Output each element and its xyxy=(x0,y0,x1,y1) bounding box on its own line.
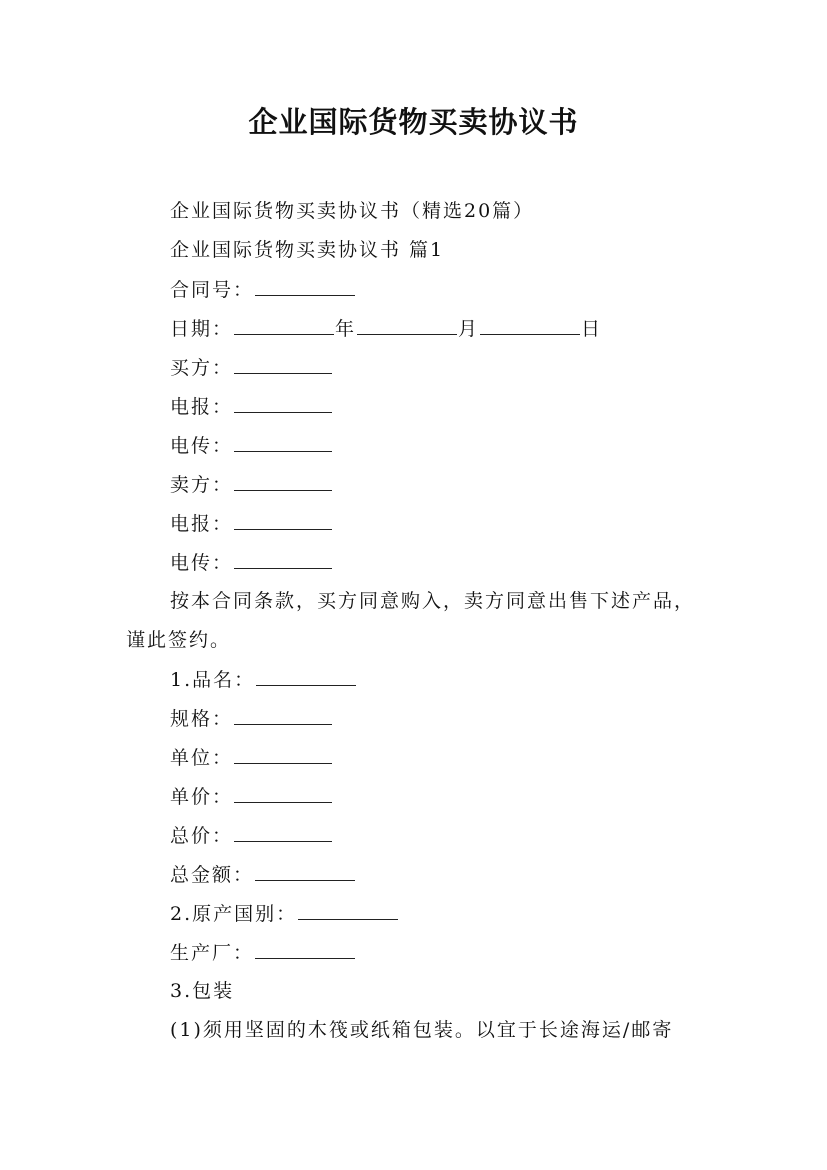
unit-price-line xyxy=(170,782,333,811)
manufacturer-blank xyxy=(255,938,355,959)
date-day-label: 日 xyxy=(581,318,603,340)
agreement-text-line1: 按本合同条款，买方同意购入，卖方同意出售下述产品， xyxy=(170,590,696,612)
date-year-label: 年 xyxy=(335,318,357,340)
product-name-line xyxy=(170,665,357,694)
unit-line xyxy=(170,743,333,772)
seller-line xyxy=(170,470,333,499)
contract-no-label: 合同号： xyxy=(170,279,255,301)
product-name-label: 1.品名： xyxy=(170,669,256,691)
date-month-label: 月 xyxy=(458,318,480,340)
section-heading: 企业国际货物买卖协议书 篇1 xyxy=(170,239,445,261)
buyer-telegram-blank xyxy=(234,392,332,413)
date-line xyxy=(170,314,602,343)
unit-price-label: 单价： xyxy=(170,786,234,808)
buyer-fax-blank xyxy=(234,431,332,452)
seller-label: 卖方： xyxy=(170,474,234,496)
contract-no-blank xyxy=(255,275,355,296)
document-subtitle: 企业国际货物买卖协议书（精选20篇） xyxy=(170,200,535,222)
seller-fax-label: 电传： xyxy=(170,552,234,574)
buyer-label: 买方： xyxy=(170,357,234,379)
agreement-text-line2: 谨此签约。 xyxy=(126,629,232,651)
specification-line xyxy=(170,704,333,733)
product-name-blank xyxy=(256,665,356,686)
total-price-blank xyxy=(234,821,332,842)
buyer-fax-label: 电传： xyxy=(170,435,234,457)
packaging-heading: 3.包装 xyxy=(170,980,235,1002)
seller-telegram-label: 电报： xyxy=(170,513,234,535)
seller-fax-line xyxy=(170,548,333,577)
seller-telegram-line xyxy=(170,509,333,538)
total-price-label: 总价： xyxy=(170,825,234,847)
total-amount-blank xyxy=(255,860,355,881)
packaging-clause: (1)须用坚固的木筏或纸箱包装。以宜于长途海运/邮寄 xyxy=(170,1019,674,1041)
seller-fax-blank xyxy=(234,548,332,569)
seller-blank xyxy=(234,470,332,491)
date-day-blank xyxy=(480,314,580,335)
seller-telegram-blank xyxy=(234,509,332,530)
buyer-telegram-line xyxy=(170,392,333,421)
contract-no-line xyxy=(170,275,356,304)
total-amount-line xyxy=(170,860,356,889)
date-month-blank xyxy=(357,314,457,335)
buyer-telegram-label: 电报： xyxy=(170,396,234,418)
buyer-fax-line xyxy=(170,431,333,460)
date-year-blank xyxy=(234,314,334,335)
origin-country-blank xyxy=(298,899,398,920)
date-label: 日期： xyxy=(170,318,234,340)
unit-blank xyxy=(234,743,332,764)
total-price-line xyxy=(170,821,333,850)
manufacturer-line xyxy=(170,938,356,967)
unit-price-blank xyxy=(234,782,332,803)
total-amount-label: 总金额： xyxy=(170,864,255,886)
document-title: 企业国际货物买卖协议书 xyxy=(248,105,579,139)
origin-country-label: 2.原产国别： xyxy=(170,903,298,925)
specification-blank xyxy=(234,704,332,725)
origin-country-line xyxy=(170,899,399,928)
buyer-blank xyxy=(234,353,332,374)
specification-label: 规格： xyxy=(170,708,234,730)
buyer-line xyxy=(170,353,333,382)
unit-label: 单位： xyxy=(170,747,234,769)
manufacturer-label: 生产厂： xyxy=(170,942,255,964)
